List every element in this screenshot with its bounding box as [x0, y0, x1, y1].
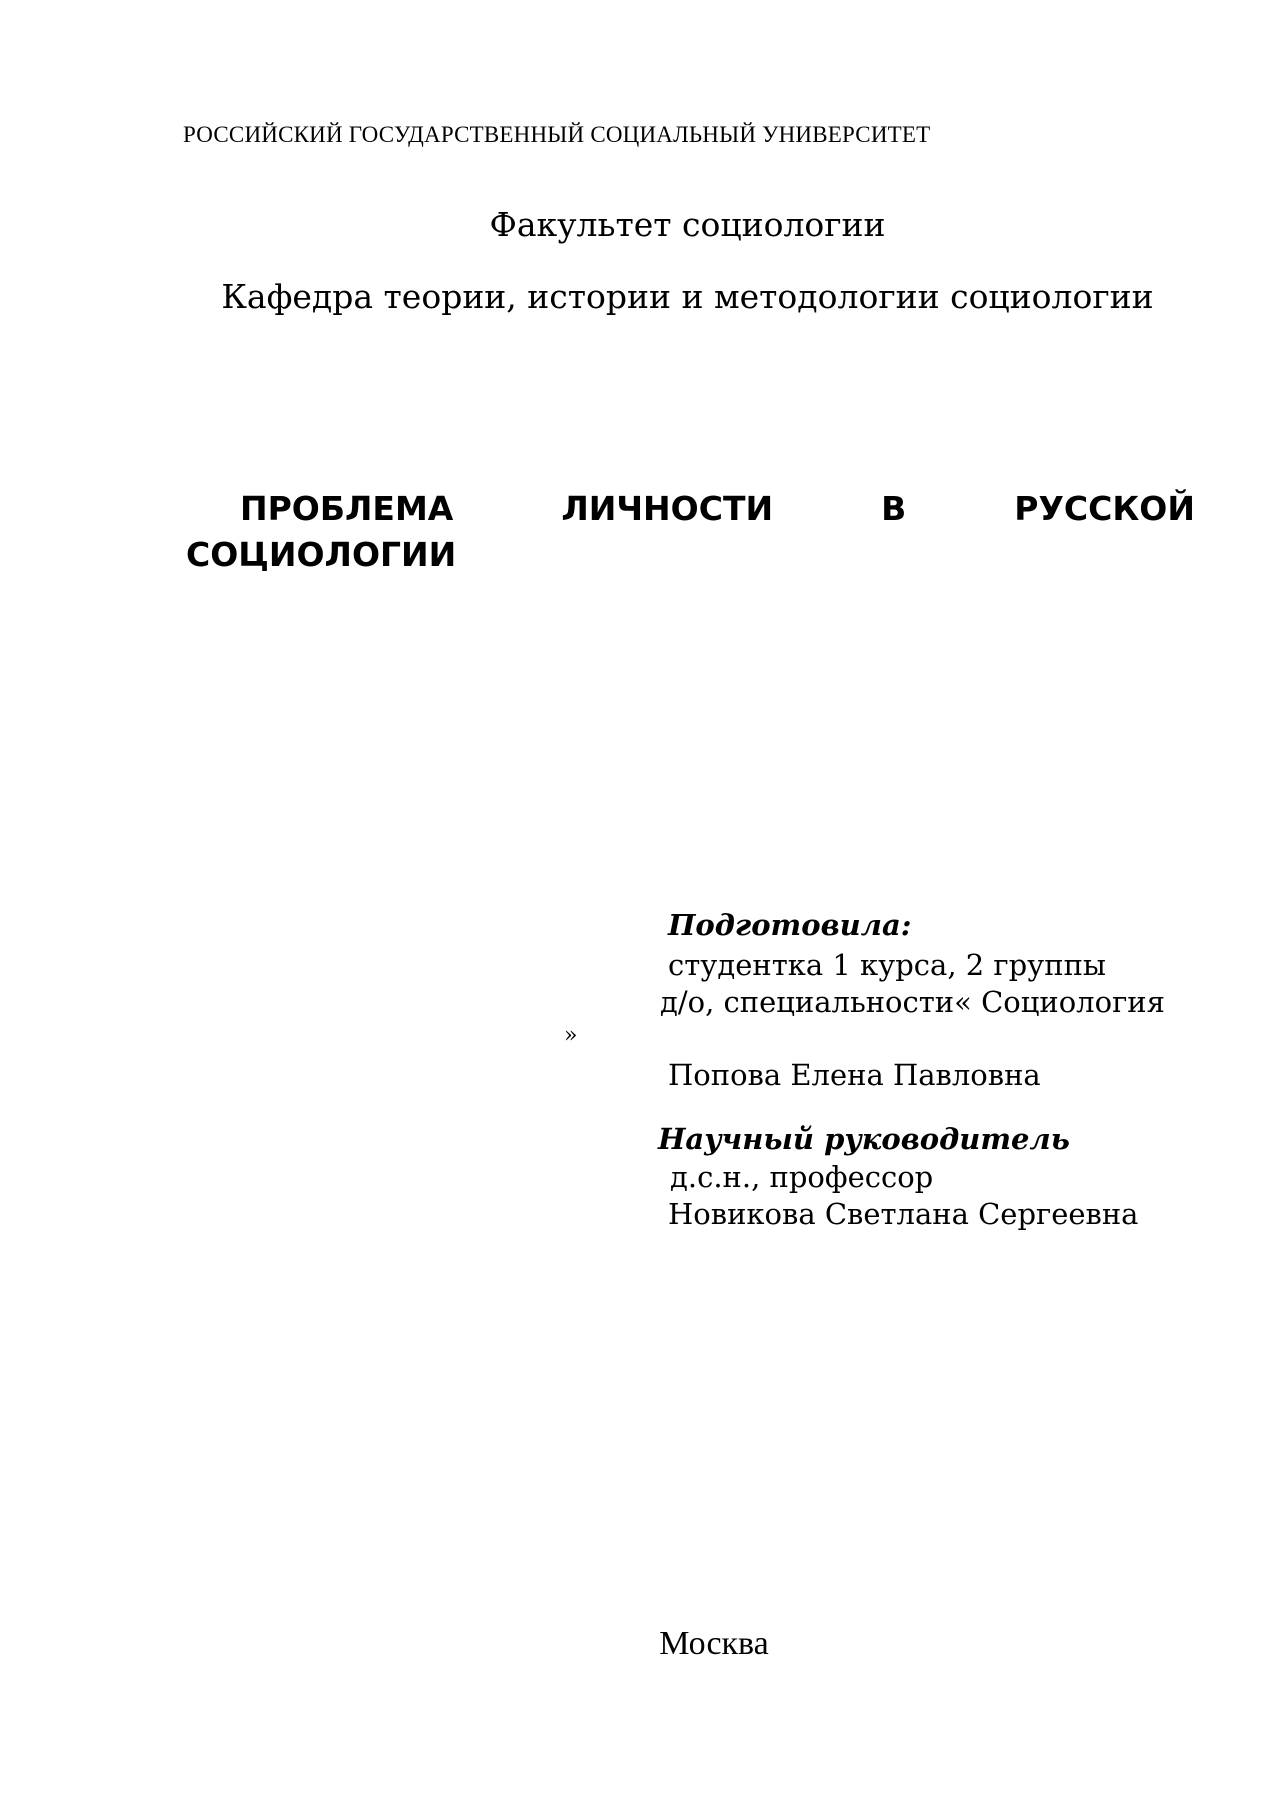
supervisor-label: Научный руководитель [658, 1122, 1070, 1156]
university-name: РОССИЙСКИЙ ГОСУДАРСТВЕННЫЙ СОЦИАЛЬНЫЙ УНИВЕРСИТЕТ [183, 122, 931, 147]
title-word: ПРОБЛЕМА [240, 489, 454, 528]
closing-quote: » [564, 1023, 578, 1048]
department-name: Кафедра теории, истории и методологии социологии [221, 277, 1154, 316]
title-word: В [881, 489, 907, 528]
student-course-group: студентка 1 курса, 2 группы [668, 948, 1106, 982]
supervisor-degree: д.с.н., профессор [670, 1160, 934, 1194]
faculty-name: Факультет социологии [489, 205, 886, 244]
work-title-line-1 [240, 489, 1195, 528]
title-word: ЛИЧНОСТИ [561, 489, 774, 528]
city: Москва [659, 1625, 769, 1662]
supervisor-name: Новикова Светлана Сергеевна [668, 1197, 1139, 1231]
prepared-by-label: Подготовила: [668, 908, 912, 942]
student-specialty: д/о, специальности« Социология [660, 985, 1165, 1019]
student-name: Попова Елена Павловна [668, 1058, 1041, 1092]
work-title-line-2: СОЦИОЛОГИИ [186, 535, 457, 574]
title-word: РУССКОЙ [1014, 489, 1195, 528]
